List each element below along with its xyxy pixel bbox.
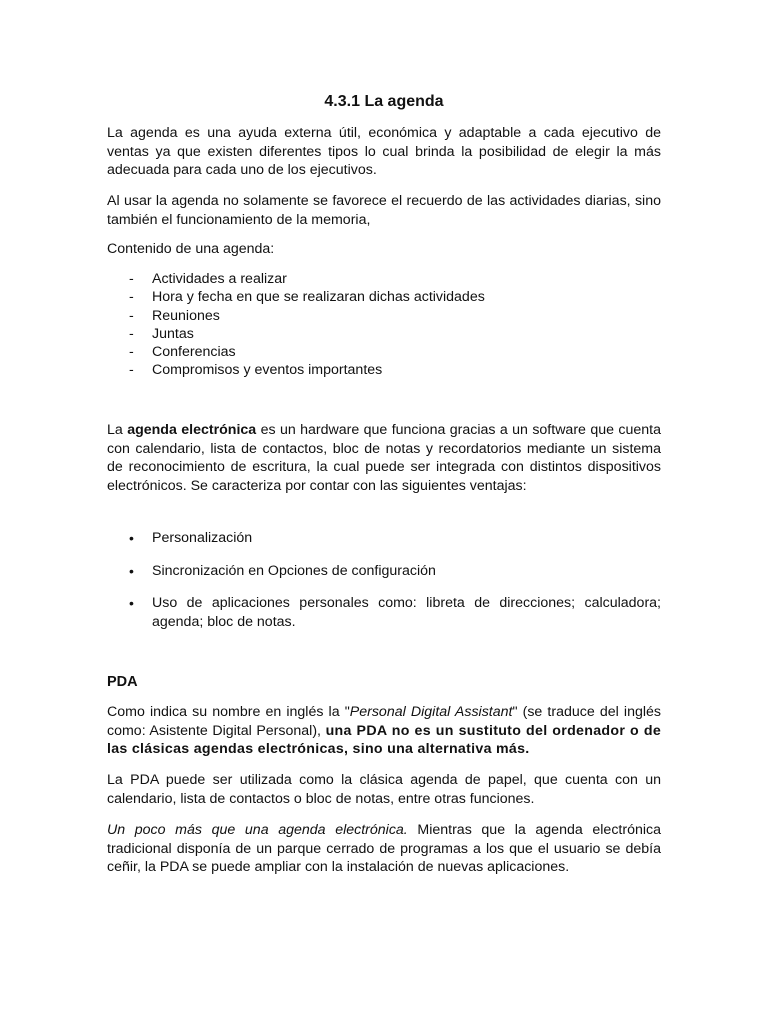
list-item (107, 288, 661, 306)
list-item (107, 361, 661, 379)
list-item (107, 307, 661, 325)
list-item (107, 325, 661, 343)
pda-heading: PDA (107, 674, 138, 690)
dash-marker: - (129, 362, 134, 379)
section-title: 4.3.1 La agenda (324, 93, 444, 110)
advantages-list (107, 529, 661, 646)
list-item-text: Personalización (152, 530, 253, 546)
paragraph-text: Como indica su nombre en inglés la " (107, 704, 350, 720)
pda-paragraph-1 (107, 703, 661, 759)
dash-marker: - (129, 344, 134, 361)
list-item (107, 562, 661, 581)
bold-term: agenda electrónica (127, 422, 257, 438)
paragraph-text: " (se traduce del inglés como: Asistente Digital Personal), (107, 704, 661, 739)
dash-marker: - (129, 289, 134, 306)
electronic-agenda-paragraph (107, 421, 661, 495)
list-item-text: Actividades a realizar (152, 271, 287, 287)
paragraph-text: Mientras que la agenda electrónica tradicional disponía de un parque cerrado de programas a los que el usuario se debía ceñir, la PDA se puede ampliar con la instalación de nuevas aplicaciones. (107, 822, 661, 875)
list-item-text: Uso de aplicaciones personales como: libreta de direcciones; calculadora; agenda; bloc de notas. (152, 595, 661, 630)
list-item (107, 343, 661, 361)
italic-term: Personal Digital Assistant (349, 704, 513, 720)
list-item-text: Sincronización en Opciones de configuración (152, 562, 436, 579)
paragraph-text: es un hardware que funciona gracias a un software que cuenta con calendario, lista de contactos, bloc de notas y recordatorios mediante un sistema de reconocimiento de escritura, la cual puede ser integrada con distintos dispositivos electrónicos. Se caracteriza por contar con las siguientes ventajas: (107, 422, 661, 494)
list-item-text: Reuniones (152, 307, 220, 324)
pda-paragraph-2: La PDA puede ser utilizada como la clásica agenda de papel, que cuenta con un calendario, lista de contactos o bloc de notas, entre otras funciones. (107, 772, 661, 807)
list-item (107, 529, 661, 548)
bullet-marker: • (129, 562, 134, 579)
list-item-text: Conferencias (152, 344, 236, 361)
bullet-marker: • (129, 530, 134, 546)
list-item-text: Juntas (152, 325, 194, 342)
pda-paragraph-3 (107, 821, 661, 877)
list-item (107, 270, 661, 288)
dash-marker: - (129, 307, 134, 324)
list-item-text: Hora y fecha en que se realizaran dichas actividades (152, 289, 485, 306)
italic-lead: Un poco más que una agenda electrónica. (107, 822, 408, 838)
paragraph-text: La (107, 422, 128, 438)
contents-list (107, 270, 661, 380)
intro-paragraph-1: La agenda es una ayuda externa útil, económica y adaptable a cada ejecutivo de ventas ya que existen diferentes tipos lo cual brinda la posibilidad de elegir la más adecuada para cada uno de los ejecutivos. (107, 125, 661, 178)
bold-statement: una PDA no es un sustituto del ordenador o de las clásicas agendas electrónicas, sino una alternativa más. (107, 722, 662, 757)
dash-marker: - (129, 271, 134, 287)
list-item-text: Compromisos y eventos importantes (152, 362, 383, 379)
list-item (107, 594, 661, 632)
intro-paragraph-2: Al usar la agenda no solamente se favorece el recuerdo de las actividades diarias, sino también el funcionamiento de la memoria, (107, 193, 661, 228)
dash-marker: - (129, 325, 134, 342)
bullet-marker: • (129, 595, 134, 611)
contents-label: Contenido de una agenda: (107, 241, 275, 257)
